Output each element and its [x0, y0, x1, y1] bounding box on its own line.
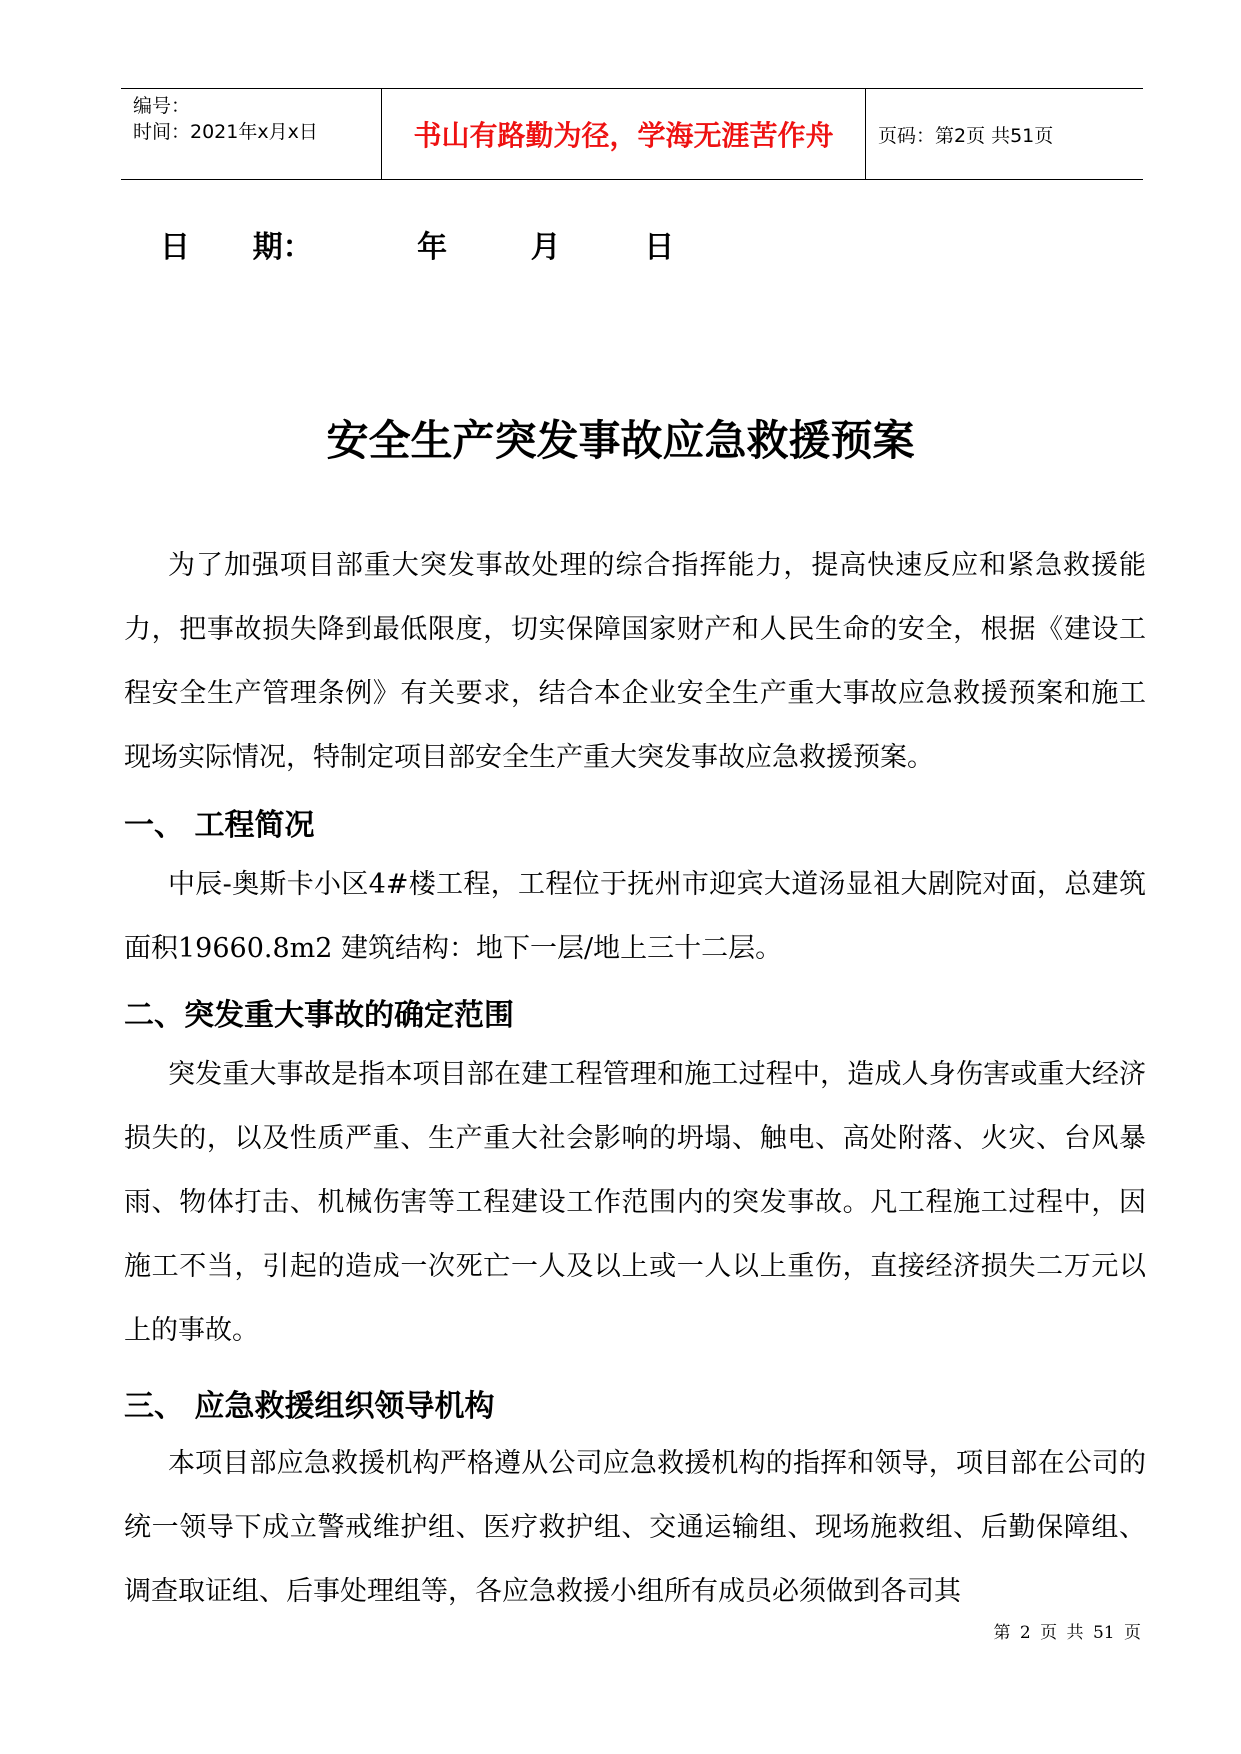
header-meta	[121, 89, 382, 179]
section-1-heading: 一、 工程简况	[124, 808, 315, 843]
header-page-label: 页码：第2页	[878, 124, 986, 147]
header-page-info	[866, 89, 1143, 179]
header-motto: 书山有路勤为径，学海无涯苦作舟	[382, 89, 866, 179]
section-1-body: 中辰-奥斯卡小区4#楼工程，工程位于抚州市迎宾大道汤显祖大剧院对面，总建筑面积19660.8m2 建筑结构：地下一层/地上三十二层。	[124, 869, 1146, 964]
section-2-body: 突发重大事故是指本项目部在建工程管理和施工过程中，造成人身伤害或重大经济损失的，以及性质严重、生产重大社会影响的坍塌、触电、高处附落、火灾、台风暴雨、物体打击、机械伤害等工程建设工作范围内的突发事故。凡工程施工过程中，因施工不当，引起的造成一次死亡一人及以上或一人以上重伤，直接经济损失二万元以上的事故。	[124, 1059, 1146, 1346]
page-footer: 第 2 页 共 51 页	[993, 1623, 1141, 1643]
header-total-label: 共51页	[991, 124, 1054, 147]
section-2-heading: 二、突发重大事故的确定范围	[124, 998, 514, 1033]
section-3-body: 本项目部应急救援机构严格遵从公司应急救援机构的指挥和领导，项目部在公司的统一领导下成立警戒维护组、医疗救护组、交通运输组、现场施救组、后勤保障组、调查取证组、后事处理组等，各应急救援小组所有成员必须做到各司其	[124, 1448, 1146, 1607]
header-time-label: 时间：2021年x月x日	[133, 121, 318, 143]
intro-paragraph: 为了加强项目部重大突发事故处理的综合指挥能力，提高快速反应和紧急救援能力，把事故损失降到最低限度，切实保障国家财产和人民生命的安全，根据《建设工程安全生产管理条例》有关要求，结合本企业安全生产重大事故应急救援预案和施工现场实际情况，特制定项目部安全生产重大突发事故应急救援预案。	[124, 550, 1146, 773]
section-3-heading: 三、 应急救援组织领导机构	[124, 1389, 495, 1424]
header-number-label: 编号：	[133, 95, 191, 117]
page-header	[121, 88, 1143, 180]
date-line: 日 期： 年 月 日	[160, 230, 675, 265]
document-title: 安全生产突发事故应急救援预案	[326, 416, 915, 465]
